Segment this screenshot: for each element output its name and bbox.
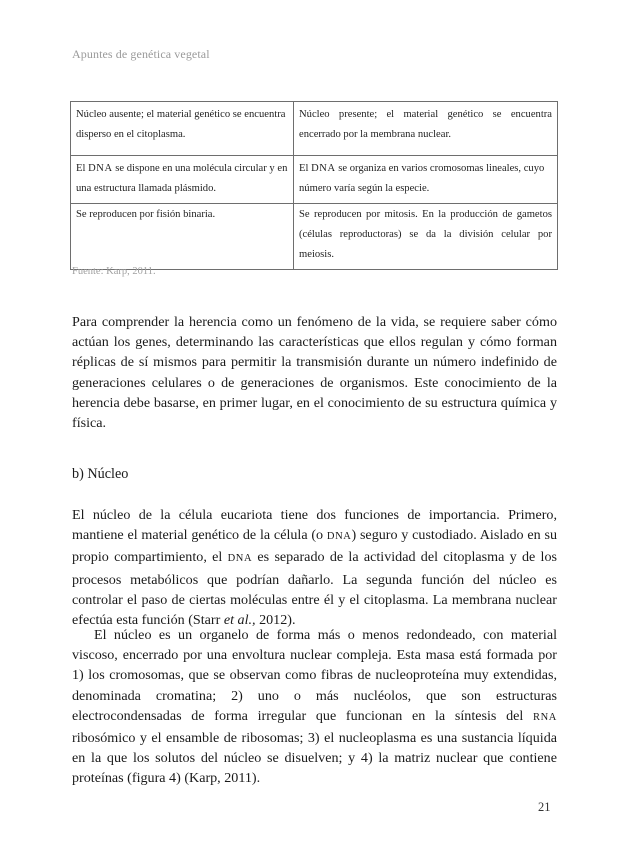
running-header: Apuntes de genética vegetal [72,47,210,61]
table-row [71,156,558,204]
paragraph: El núcleo de la célula eucariota tiene dos funciones de importancia. Primero, mantiene el material genético de la célula (o DNA) seguro y custodiado. Aislado en su propio compartimiento, el DNA es separado de la actividad del citoplasma y de los procesos metabólicos que podrían dañarlo. La segunda función del núcleo es controlar el paso de ciertas moléculas entre él y el citoplasma. La membrana nuclear efectúa esta función (Starr et al., 2012). [72,507,557,629]
table-cell: El DNA se organiza en varios cromosomas lineales, cuyo número varía según la especie. [294,156,558,204]
table-source-note: Fuente: Karp, 2011. [72,266,156,277]
section-heading: b) Núcleo [72,466,129,482]
paragraph: Para comprender la herencia como un fenómeno de la vida, se requiere saber cómo actúan los genes, determinando las características que ellos regulan y cómo forman réplicas de sí mismos para permitir la transmisión durante un número indefinido de generaciones celulares o de generaciones de organismos. Este conocimiento de la herencia debe basarse, en primer lugar, en el conocimiento de su estructura química y física. [72,314,557,432]
table-cell: Núcleo presente; el material genético se encuentra encerrado por la membrana nuclear. [294,102,558,156]
paragraph: El núcleo es un organelo de forma más o menos redondeado, con material viscoso, encerrado por una envoltura nuclear compleja. Esta masa está formada por 1) los cromosomas, que se observan como fibras de nucleoproteína muy extendidas, denominada cromatina; 2) uno o más nucléolos, que son estructuras electrocondensadas de forma irregular que funcionan en la síntesis del RNA ribosómico y el ensamble de ribosomas; 3) el nucleoplasma es una sustancia líquida en la que los solutos del núcleo se disuelven; y 4) la matriz nuclear que contiene proteínas (figura 4) (Karp, 2011). [72,627,557,787]
table-cell: El DNA se dispone en una molécula circular y en una estructura llamada plásmido. [71,156,294,204]
table-cell: Se reproducen por mitosis. En la producción de gametos (células reproductoras) se da la división celular por meiosis. [294,204,558,270]
page-number: 21 [538,800,551,814]
table-cell: Núcleo ausente; el material genético se encuentra disperso en el citoplasma. [71,102,294,156]
table-row [71,102,558,156]
comparison-table [70,101,558,270]
table-row [71,204,558,270]
table-cell: Se reproducen por fisión binaria. [71,204,294,270]
